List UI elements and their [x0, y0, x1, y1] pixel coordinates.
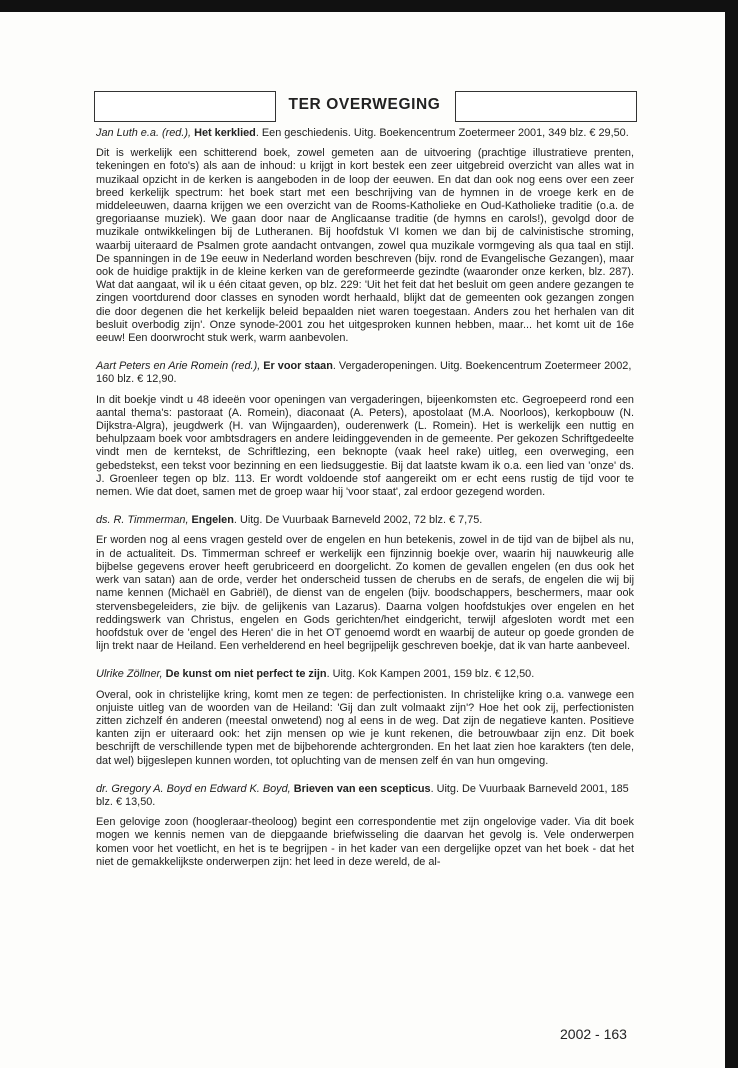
review-details: . Uitg. De Vuurbaak Barneveld 2001, 185 blz. € 13,50.	[96, 782, 629, 808]
header-box-right	[455, 91, 637, 122]
review-citation	[96, 360, 634, 386]
review-item	[96, 127, 634, 345]
scan-right-border	[725, 0, 738, 1068]
review-author: dr. Gregory A. Boyd en Edward K. Boyd,	[96, 782, 291, 795]
review-author: Jan Luth e.a. (red.),	[96, 127, 192, 139]
review-item	[96, 360, 634, 499]
review-author: ds. R. Timmerman,	[96, 514, 189, 527]
review-text: In dit boekje vindt u 48 ideeën voor openingen van vergaderingen, bijeenkomsten etc. Gegroepeerd rond een aantal thema's: pastoraat (A. Romein), diaconaat (A. Peters), apostolaat (M.A. Noorloos), kerkopbouw (N. Dijkstra-Algra), jeugdwerk (H. van Wijngaarden), ouderenwerk (L. Romein). Het is werkelijk een nuttig en behulpzaam boek voor ambtsdragers en andere leidinggevenden in de gemeente. Per gekozen Schriftgedeelte vindt men de kerntekst, de Schriftlezing, een beknopte (vaak heel rake) uitleg, een overweging, een gebedstekst, een tekst voor bezinning en een liedsuggestie. Bij dat laatste kwam ik o.a. een lied van 'onze' ds. J. Groenleer tegen op blz. 113. Er wordt voldoende stof aangereikt om er echt eens rustig de tijd voor te nemen. Wie dat doet, samen met de groep waar hij 'voor staat', zal erdoor gezegend worden.	[96, 393, 634, 499]
review-author: Aart Peters en Arie Romein (red.),	[96, 360, 261, 373]
review-details: . Vergaderopeningen. Uitg. Boekencentrum Zoetermeer 2002, 160 blz. € 12,90.	[96, 360, 632, 386]
review-item	[96, 783, 634, 869]
review-details: . Uitg. De Vuurbaak Barneveld 2002, 72 blz. € 7,75.	[233, 514, 483, 527]
review-title: De kunst om niet perfect te zijn	[165, 668, 327, 681]
review-text: Een gelovige zoon (hoogleraar-theoloog) begint een correspondentie met zijn ongelovige vader. Via dit boek mogen we kennis nemen van de diepgaande briefwisseling die daarvan het gevolg is. Vele onderwerpen komen voor het voetlicht, en het is te begrijpen - in het kader van een dergelijke opzet van het boek - dat het niet de gemakkelijkste onderwerpen zijn: het leed in deze wereld, de al-	[96, 816, 634, 868]
section-header	[94, 91, 640, 124]
header-box-left	[94, 91, 276, 122]
review-text: Dit is werkelijk een schitterend boek, zowel gemeten aan de uitvoering (prachtige illustratieve prenten, tekeningen en foto's) als aan de inhoud: u krijgt in kort bestek een zeer uitgebreid overzicht van alles wat in muzikaal opzicht in de kerken is aangeboden in de loop der eeuwen. En dat dan ook nog eens over een zeer breed kerkelijk spectrum: het boek start met een beschrijving van de hymnen in de vroege kerk en de middeleeuwen, daarna krijgen we een overzicht van de Rooms-Katholieke en Oud-Katholieke traditie (o.a. de gregoriaanse muziek). We gaan door naar de Anglicaanse traditie (de hymns en carols!), gevolgd door de muzikale ontwikkelingen bij de Lutheranen. Bij hoofdstuk VI komen we dan bij de calvinistische stroming, waarbij uiteraard de Psalmen grote aandacht ontvangen, zowel qua muzikale vormgeving als qua taal en stijl. De spanningen in de 19e eeuw in Nederland worden beschreven (bijv. rond de Evangelische Gezangen), maar ook de huidige praktijk in de kleine kerken van de gereformeerde gezindte (waaronder onze kerken, blz. 287). Wat dat aangaat, wil ik u één citaat geven, op blz. 229: 'Uit het feit dat het besluit om geen andere gezangen te zingen voortdurend door classes en synoden wordt herhaald, blijkt dat de gemeenten ook gezangen zongen die door degenen die het kerkelijk beleid bepaalden niet waren toegestaan. Anders zou het herhalen van dit besluit overbodig zijn'. Onze synode-2001 zou het uitgesproken kunnen hebben, maar... het komt uit de 16e eeuw! Een doorwrocht stuk werk, warm aanbevolen.	[96, 147, 634, 345]
review-details: . Uitg. Kok Kampen 2001, 159 blz. € 12,50.	[326, 668, 535, 681]
review-author: Ulrike Zöllner,	[96, 668, 163, 681]
review-citation	[96, 783, 634, 809]
review-title: Engelen	[191, 514, 234, 527]
review-text: Overal, ook in christelijke kring, komt men ze tegen: de perfectionisten. In christelijke kring o.a. vanwege een onjuiste uitleg van de woorden van de Heiland: 'Gij dan zult volmaakt zijn'? Hoe het ook zij, perfectionisten zitten zichzelf én anderen (meestal onwetend) nog al eens in de weg. Dat zijn de negatieve kanten. Positieve kanten zijn er uiteraard ook: het zijn mensen op wie je kunt rekenen, die betrouwbaar zijn enz. Dit boek beschrijft de verschillende typen met de bijbehorende achtergronden. En het laat zien hoe karakters (ten dele, dat wel) bijgeslepen kunnen worden, tot opluchting van de mensen zelf én van hun omgeving.	[96, 688, 634, 767]
scan-top-border	[0, 0, 738, 12]
review-citation	[96, 127, 634, 140]
review-title: Het kerklied	[194, 127, 256, 139]
review-title: Brieven van een scepticus	[293, 782, 431, 795]
review-details: . Een geschiedenis. Uitg. Boekencentrum Zoetermeer 2001, 349 blz. € 29,50.	[255, 127, 629, 139]
review-citation	[96, 514, 634, 527]
review-item	[96, 514, 634, 653]
review-text: Er worden nog al eens vragen gesteld over de engelen en hun betekenis, zowel in de tijd van de bijbel als nu, in de actualiteit. Ds. Timmerman schreef er werkelijk een fijnzinnig boekje over, waarin hij nauwkeurig alle bijbelse gegevens erover heeft gerubriceerd en doorgelicht. Zo komen de gevallen engelen (en dus ook het werk van satan) aan de orde, verder het onderscheid tussen de cherubs en de serafs, de engelen die wij bij name kennen (Michaël en Gabriël), de dienst van de engelen (bijv. boodschappers, beschermers, maar ook stervensbegeleiders, zie bijv. de gelijkenis van Lazarus). Daarna volgen hoofdstukjes over engelen en het reddingswerk van Christus, engelen en Gods gerichten/het eindgericht, terwijl afgesloten wordt met een hoofdstuk over de 'engel des Heren' die in het OT genoemd wordt en waarbij de auteur op goede gronden de lijn trekt naar de Heiland. Een verhelderend en heel begrijpelijk geschreven boekje, dat ik van harte aanbeveel.	[96, 534, 634, 653]
section-title: TER OVERWEGING	[288, 96, 441, 113]
review-item	[96, 668, 634, 767]
review-title: Er voor staan	[263, 360, 333, 373]
review-citation	[96, 668, 634, 681]
reviews-column	[96, 127, 634, 884]
page-number: 2002 - 163	[560, 1026, 627, 1042]
